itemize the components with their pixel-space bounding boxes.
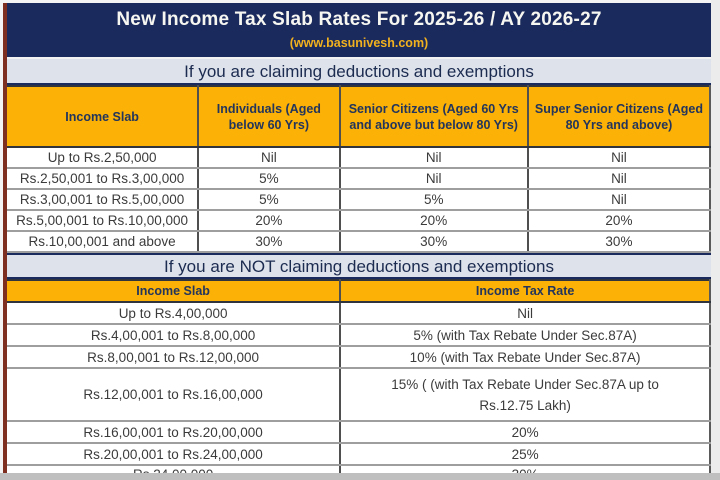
- column-header-income-tax-rate: Income Tax Rate: [340, 280, 710, 302]
- table-row: [7, 147, 710, 168]
- rate-cell: 20%: [340, 210, 528, 231]
- rate-cell: Nil: [528, 168, 710, 189]
- table-row: [7, 443, 710, 465]
- table-row: [7, 210, 710, 231]
- slab-cell: Rs.2,50,001 to Rs.3,00,000: [7, 168, 198, 189]
- rate-cell: 20%: [528, 210, 710, 231]
- rate-cell: 15% ( (with Tax Rebate Under Sec.87A up to Rs.12.75 Lakh): [340, 368, 710, 421]
- rate-cell: 10% (with Tax Rebate Under Sec.87A): [340, 346, 710, 368]
- rate-cell: 30%: [340, 231, 528, 252]
- column-header-income-slab: Income Slab: [7, 280, 340, 302]
- rate-cell: Nil: [340, 168, 528, 189]
- rate-cell: Nil: [340, 302, 710, 324]
- rate-cell: Nil: [528, 147, 710, 168]
- table-row: [7, 302, 710, 324]
- rate-cell: Nil: [528, 189, 710, 210]
- slab-cell: Rs.5,00,001 to Rs.10,00,000: [7, 210, 198, 231]
- section-heading-not-claiming: If you are NOT claiming deductions and exemptions: [7, 253, 711, 279]
- slab-cell: Rs.3,00,001 to Rs.5,00,000: [7, 189, 198, 210]
- section-heading-claiming: If you are claiming deductions and exemptions: [7, 57, 711, 85]
- bottom-margin: [0, 473, 720, 480]
- rate-cell: 5% (with Tax Rebate Under Sec.87A): [340, 324, 710, 346]
- column-header-income-slab: Income Slab: [7, 86, 198, 147]
- slab-cell: Rs.20,00,001 to Rs.24,00,000: [7, 443, 340, 465]
- slab-table-not-claiming: [7, 279, 711, 480]
- rate-cell: 30%: [198, 231, 339, 252]
- rate-cell: 20%: [340, 421, 710, 443]
- title-bar: [7, 3, 711, 57]
- rate-cell: 25%: [340, 443, 710, 465]
- tax-slab-sheet: [3, 3, 711, 473]
- slab-cell: Up to Rs.2,50,000: [7, 147, 198, 168]
- rate-cell: 30%: [528, 231, 710, 252]
- slab-cell: Rs.8,00,001 to Rs.12,00,000: [7, 346, 340, 368]
- page-title: New Income Tax Slab Rates For 2025-26 / AY 2026-27: [116, 9, 602, 30]
- rate-cell: 5%: [198, 168, 339, 189]
- table-row: [7, 168, 710, 189]
- rate-cell: Nil: [198, 147, 339, 168]
- slab-cell: Rs.10,00,001 and above: [7, 231, 198, 252]
- slab-cell: Up to Rs.4,00,000: [7, 302, 340, 324]
- table-row: [7, 346, 710, 368]
- column-header-individuals: Individuals (Aged below 60 Yrs): [198, 86, 339, 147]
- rate-cell: 5%: [198, 189, 339, 210]
- site-url: (www.basunivesh.com): [289, 36, 429, 50]
- right-margin: [711, 0, 720, 473]
- slab-cell: Rs.16,00,001 to Rs.20,00,000: [7, 421, 340, 443]
- slab-table-claiming: [7, 85, 711, 253]
- column-header-senior-citizens: Senior Citizens (Aged 60 Yrs and above but below 80 Yrs): [340, 86, 528, 147]
- table-row: [7, 421, 710, 443]
- slab-cell: Rs.4,00,001 to Rs.8,00,000: [7, 324, 340, 346]
- table-row: [7, 231, 710, 252]
- table-header-row: [7, 86, 710, 147]
- table-row: [7, 189, 710, 210]
- table-row: [7, 324, 710, 346]
- rate-cell: 20%: [198, 210, 339, 231]
- slab-cell: Rs.12,00,001 to Rs.16,00,000: [7, 368, 340, 421]
- rate-cell: Nil: [340, 147, 528, 168]
- table-row: [7, 368, 710, 421]
- table-header-row: [7, 280, 710, 302]
- column-header-super-senior-citizens: Super Senior Citizens (Aged 80 Yrs and above): [528, 86, 710, 147]
- rate-cell: 5%: [340, 189, 528, 210]
